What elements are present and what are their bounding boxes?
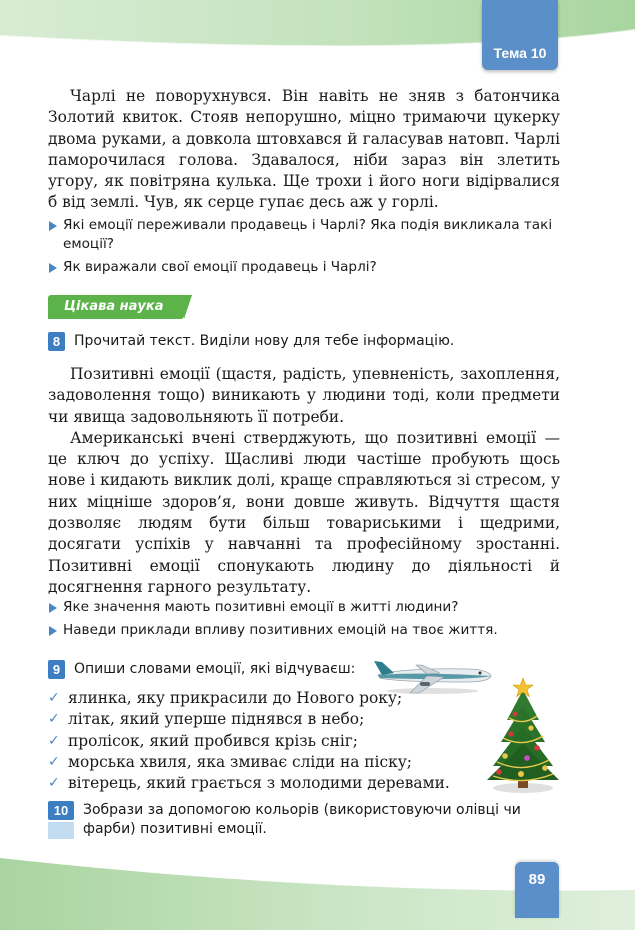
emotion-prompts-list <box>48 688 468 794</box>
check-icon: ✓ <box>48 711 60 728</box>
christmas-tree-icon <box>483 676 563 796</box>
story-text <box>48 86 560 214</box>
check-icon: ✓ <box>48 753 60 770</box>
task-9 <box>48 660 368 679</box>
page-number-tab <box>515 862 559 918</box>
task-number-badge: 10 <box>48 801 74 820</box>
task-instruction: Прочитай текст. Виділи нову для тебе інформацію. <box>74 333 455 349</box>
triangle-bullet-icon <box>49 221 57 231</box>
list-item: ✓ вітерець, який грається з молодими деревами. <box>48 773 468 794</box>
topic-label: Тема 10 <box>493 45 547 61</box>
task-instruction: Опиши словами емоції, які відчуваєш: <box>74 661 356 677</box>
topic-tab <box>482 0 558 70</box>
task8-question-2: Наведи приклади впливу позитивних емоцій на твоє життя. <box>48 621 568 640</box>
list-item: ✓ літак, який уперше піднявся в небо; <box>48 709 468 730</box>
science-text <box>48 364 560 598</box>
task-number-badge: 8 <box>48 332 65 351</box>
triangle-bullet-icon <box>49 626 57 636</box>
task-number-badge: 9 <box>48 660 65 679</box>
task8-question-1: Яке значення мають позитивні емоції в житті людини? <box>48 598 568 617</box>
task-instruction: Зобрази за допомогою кольорів (використовуючи олівці чи фарби) позитивні емоції. <box>83 802 521 837</box>
task-number-decoration <box>48 822 74 839</box>
story-question-1: Які емоції переживали продавець і Чарлі? Яка подія викликала такі емоції? <box>48 216 568 254</box>
check-icon: ✓ <box>48 732 60 749</box>
task-10 <box>48 801 568 839</box>
list-item: ✓ морська хвиля, яка змиває сліди на піску; <box>48 752 468 773</box>
check-icon: ✓ <box>48 775 60 792</box>
science-paragraph-2: Американські вчені стверджують, що позитивні емоції — це ключ до успіху. Щасливі люди частіше пробують щось нове і кидають виклик долі, краще справляються зі стресом, у них міцніше здоров’я, вони довше живуть. Відчуття щастя дозволяє людям бути більш товариськими і щедрими, досягати успіхів у навчанні та професійному зростанні. Позитивні емоції спонукають людину до діяльності й досягнення гарного результату. <box>48 428 560 596</box>
story-paragraph: Чарлі не поворухнувся. Він навіть не зняв з батончика Золотий квиток. Стояв непорушно, міцно тримаючи цукерку двома руками, а довкола штовхався й галасував натовп. Чарлі паморочилася голова. Здавалося, ніби зараз він злетить угору, як повітряна кулька. Ще трохи і його ноги відірвалися б від землі. Чув, як серце гупає десь аж у горлі. <box>48 87 560 212</box>
list-item: ✓ ялинка, яку прикрасили до Нового року; <box>48 688 468 709</box>
triangle-bullet-icon <box>49 603 57 613</box>
check-icon: ✓ <box>48 690 60 706</box>
page-number: 89 <box>528 871 546 888</box>
science-paragraph-1: Позитивні емоції (щастя, радість, упевненість, захоплення, задоволення тощо) виникають у людини тоді, коли предмети чи явища задовольняють її потреби. <box>48 365 560 426</box>
story-question-2: Як виражали свої емоції продавець і Чарлі? <box>48 258 568 277</box>
triangle-bullet-icon <box>49 263 57 273</box>
section-title: Цікава наука <box>48 295 184 319</box>
task-8 <box>48 332 568 351</box>
list-item: ✓ пролісок, який пробився крізь сніг; <box>48 731 468 752</box>
